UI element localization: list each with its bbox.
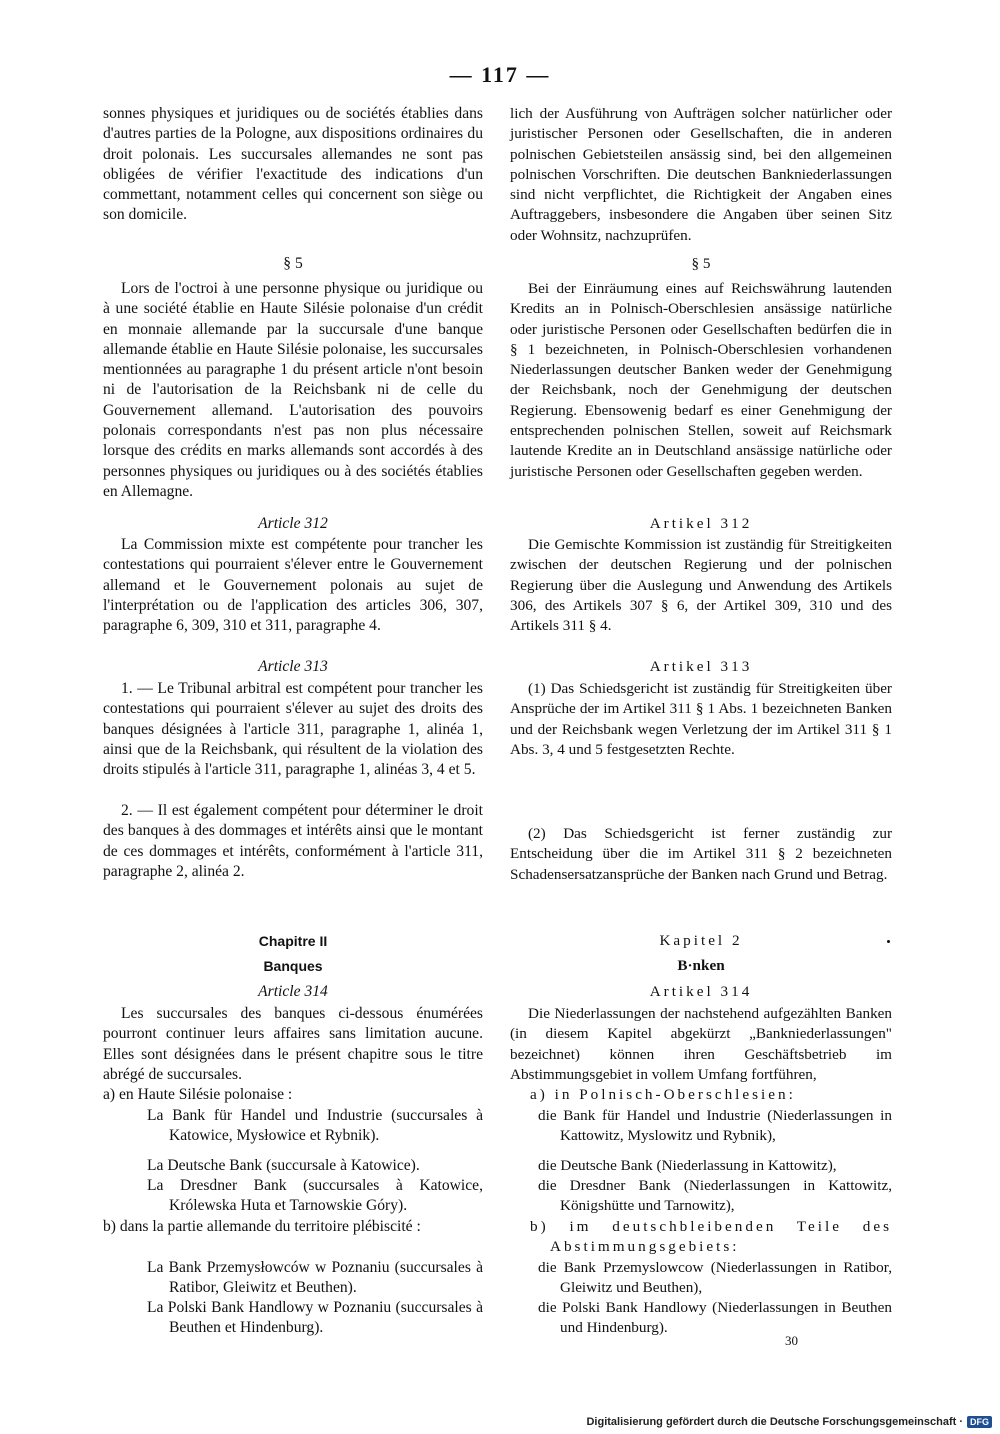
fr-bank-a3: La Dresdner Bank (succursales à Katowice, Królewska Huta et Tarnowskie Góry). (147, 1177, 483, 1215)
de-continuation: lich der Ausführung von Aufträgen solcher natürlicher oder juristischer Personen oder Gesellschaften, die in anderen polnischen Gebietsteilen ansässig sind, bei den allgemeinen polnischen Vorschriften. Die deutschen Bankniederlassungen sind nicht verpflichtet, die Richtigkeit der Angaben eines Auftraggebers, insbesondere die Angaben über seinen Sitz oder Wohnsitz, nachzuprüfen. (510, 105, 892, 244)
de-article313-p2: (2) Das Schiedsgericht ist ferner zuständig zur Entscheidung über die im Artikel 311 § 2 bezeichneten Schadensersatzansprüche der Banken nach Grund und Betrag. (510, 825, 892, 883)
de-bank-a2: die Deutsche Bank (Niederlassung in Kattowitz), (538, 1157, 837, 1174)
de-bank-a3: die Dresdner Bank (Niederlassungen in Kattowitz, Königshütte und Tarnowitz), (538, 1177, 892, 1215)
de-chapter: Kapitel 2 (659, 932, 743, 949)
fr-article313-heading: Article 313 (258, 658, 328, 675)
fr-article312-text: La Commission mixte est compétente pour trancher les contestations qui pourraient s'élever entre le Gouvernement allemand et le Gouvernement polonais au sujet de l'interprétation ou de l'application des articles 306, 307, paragraphe 6, 309, 310 et 311, paragraphe 4. (103, 536, 483, 635)
signature-mark: 30 (785, 1333, 798, 1348)
fr-section5-heading: § 5 (283, 255, 303, 272)
fr-article314-heading: Article 314 (258, 983, 328, 1000)
de-bank-b2: die Polski Bank Handlowy (Niederlassungen in Beuthen und Hindenburg). (538, 1299, 892, 1337)
fr-article314-text: Les succursales des banques ci-dessous énumérées pourront continuer leurs affaires sans limitation aucune. Elles sont désignées dans le présent chapitre sous le titre abrégé de succursales. (103, 1005, 483, 1083)
de-chapter-title: B·nken (677, 957, 725, 974)
de-article313-heading: Artikel 313 (649, 658, 753, 675)
fr-bank-a1: La Bank für Handel und Industrie (succursales à Katowice, Mysłowice et Rybnik). (147, 1107, 483, 1145)
de-article314-text: Die Niederlassungen der nachstehend aufgezählten Banken (in diesem Kapitel abgekürzt „Bankniederlassungen" bezeichnet) können ihren Geschäftsbetrieb im Abstimmungsgebiet in vollem Umfang fortführen, (510, 1005, 892, 1083)
de-article313-p1: (1) Das Schiedsgericht ist zuständig für Streitigkeiten über Ansprüche der im Artikel 311 § 1 Abs. 1 bezeichneten Banken und der Reichsbank wegen Verletzung der im Artikel 311 § 1 Abs. 3, 4 und 5 festgesetzten Rechte. (510, 680, 892, 758)
de-list-a: a) in Polnisch-Oberschlesien: (530, 1086, 796, 1103)
fr-article312-heading: Article 312 (258, 515, 328, 532)
fr-chapter: Chapitre II (258, 933, 328, 949)
de-article312-text: Die Gemischte Kommission ist zuständig für Streitigkeiten zwischen der deutschen Regierung und der polnischen Regierung über die Auslegung und Anwendung des Artikels 306, des Artikels 307 § 6, der Artikel 309, 310 und des Artikels 311 § 4. (510, 536, 892, 635)
de-section5-text: Bei der Einräumung eines auf Reichswährung lautenden Kredits an in Polnisch-Oberschlesien ansässige natürliche oder juristische Personen oder Gesellschaften bedürfen die in § 1 bezeichneten, in Polnisch-Oberschlesien vorhandenen Niederlassungen deutscher Banken weder der Genehmigung der Reichsbank, noch der Genehmigung der deutschen Regierung. Ebensowenig bedarf es einer Genehmigung der entsprechenden polnischen Stellen, soweit auf Reichsmark lautende Kredite an in Deutschland ansässige natürliche oder juristische Personen oder Gesellschaften gegeben werden. (510, 280, 892, 480)
de-article312-heading: Artikel 312 (649, 515, 753, 532)
de-bank-a1: die Bank für Handel und Industrie (Niederlassungen in Kattowitz, Myslowitz und Rybnik), (538, 1107, 892, 1145)
fr-bank-a2: La Deutsche Bank (succursale à Katowice). (147, 1157, 420, 1174)
footer-text: Digitalisierung gefördert durch die Deutsche Forschungsgemeinschaft · (586, 1416, 963, 1428)
page-number: — 117 — (449, 62, 551, 87)
de-section5-heading: § 5 (691, 255, 711, 272)
de-list-b: b) im deutschbleibenden Teile des Abstimmungsgebiets: (530, 1218, 892, 1256)
fr-continuation: sonnes physiques et juridiques ou de sociétés établies dans d'autres parties de la Pologne, aux dispositions ordinaires du droit polonais. Les succursales allemandes ne sont pas obligées de vérifier l'exactitude des indications d'un commettant, notamment celles qui concernent son siège ou son domicile. (103, 105, 483, 224)
de-article314-heading: Artikel 314 (649, 983, 753, 1000)
fr-section5-text: Lors de l'octroi à une personne physique ou juridique ou à une société établie en Haute Silésie polonaise d'un crédit en monnaie allemande par la succursale d'une banque allemande établie en Haute Silésie polonaise, les succursales mentionnées au paragraphe 1 du présent article n'ont besoin ni de l'autorisation de la Reichsbank ni de celle du Gouvernement allemand. L'autorisation des pouvoirs polonais correspondants n'est pas non plus nécessaire lorsque des crédits en marks allemands sont accordés à des personnes physiques ou juridiques ou à des sociétés établies en Allemagne. (103, 280, 483, 500)
fr-list-a: a) en Haute Silésie polonaise : (103, 1086, 293, 1103)
dfg-logo-icon: DFG (967, 1416, 992, 1428)
fr-chapter-title: Banques (263, 958, 323, 974)
digitization-footer (586, 1416, 992, 1428)
de-bank-b1: die Bank Przemyslowcow (Niederlassungen in Ratibor, Gleiwitz und Beuthen), (538, 1259, 892, 1297)
margin-dot (887, 940, 890, 943)
fr-bank-b1: La Bank Przemysłowców w Poznaniu (succursales à Ratibor, Gleiwitz et Beuthen). (147, 1259, 483, 1297)
fr-bank-b2: La Polski Bank Handlowy w Poznaniu (succursales à Beuthen et Hindenburg). (147, 1299, 483, 1337)
fr-article313-p2: 2. — Il est également compétent pour déterminer le droit des banques à des dommages et intérêts ainsi que le montant de ces dommages et intérêts, conformément à l'article 311, paragraphe 2, alinéa 2. (103, 802, 483, 880)
fr-article313-p1: 1. — Le Tribunal arbitral est compétent pour trancher les contestations qui pourraient s'élever au sujet des droits des banques désignées à l'article 311, paragraphe 1, alinéa 1, ainsi que de la Reichsbank, qui résultent de la violation des droits stipulés à l'article 311, paragraphe 1, alinéas 3, 4 et 5. (103, 680, 483, 779)
fr-list-b: b) dans la partie allemande du territoire plébiscité : (103, 1218, 421, 1235)
